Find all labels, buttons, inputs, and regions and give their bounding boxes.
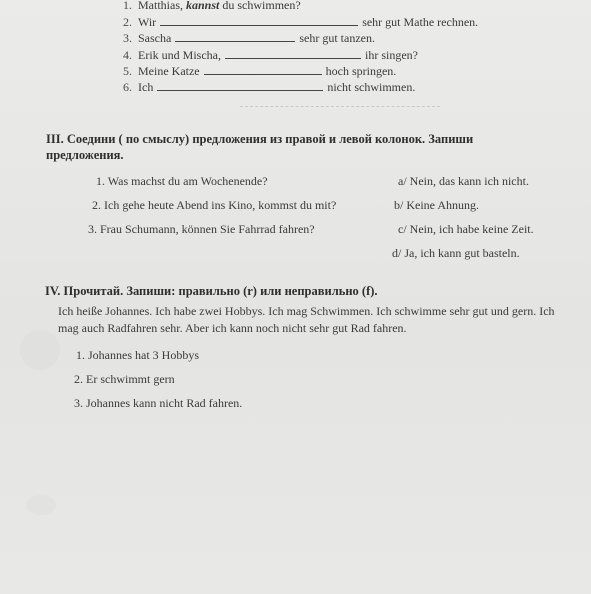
exercise-1-item — [112, 15, 478, 30]
right-answer: a/ Nein, das kann ich nicht. — [398, 174, 529, 188]
item-text: nicht schwimmen. — [327, 79, 416, 94]
exercise-4-heading: IV. Прочитай. Запиши: правильно (r) или неправильно (f). — [45, 284, 378, 298]
exercise-1-item — [112, 80, 478, 95]
item-text: sehr gut Mathe rechnen. — [362, 15, 479, 30]
item-text: du schwimmen? — [219, 0, 301, 12]
answer-blank[interactable] — [160, 15, 358, 26]
exercise-1-list — [112, 0, 479, 94]
statement-item: 1. Johannes hat 3 Hobbys — [76, 348, 199, 362]
item-text: Sascha — [138, 31, 172, 46]
item-text: sehr gut tanzen. — [299, 31, 375, 46]
item-text: Meine Katze — [138, 63, 200, 78]
answer-blank[interactable] — [204, 64, 322, 75]
left-sentence: 2. Ich gehe heute Abend ins Kino, kommst du mit? — [92, 198, 337, 212]
item-text: Erik und Mischa, — [138, 47, 221, 62]
item-text: ihr singen? — [365, 47, 418, 62]
item-number: 4. — [123, 47, 132, 62]
item-emphasis: kannst — [186, 0, 220, 12]
left-sentence: 3. Frau Schumann, können Sie Fahrrad fahren? — [88, 222, 315, 236]
exercise-3-left-column — [88, 169, 337, 241]
exercise-3-right-column — [392, 169, 534, 265]
left-sentence: 1. Was machst du am Wochenende? — [96, 174, 268, 188]
item-text: Wir — [138, 15, 157, 30]
item-text: Ich — [138, 79, 154, 94]
exercise-1-item — [112, 31, 478, 46]
statement-item: 3. Johannes kann nicht Rad fahren. — [74, 396, 243, 410]
exercise-1-item — [112, 48, 478, 63]
reading-text: Ich heiße Johannes. Ich habe zwei Hobbys. Ich mag Schwimmen. Ich schwimme sehr gut und gern. Ich mag auch Radfahren sehr. Aber ich kann noch nicht sehr gut Rad fahren. — [58, 304, 555, 335]
item-number: 1. — [123, 0, 132, 12]
right-answer: d/ Ja, ich kann gut basteln. — [392, 246, 520, 260]
exercise-4-statements — [74, 343, 242, 415]
exercise-3-heading: III. Соедини ( по смыслу) предложения из правой и левой колонок. Запиши предложения. — [46, 132, 474, 162]
right-answer: c/ Nein, ich habe keine Zeit. — [398, 222, 534, 236]
item-number: 5. — [123, 63, 132, 78]
answer-blank[interactable] — [225, 48, 361, 59]
answer-blank[interactable] — [175, 31, 295, 42]
paper-smudge — [20, 330, 60, 370]
exercise-1-item — [112, 0, 478, 13]
answer-blank[interactable] — [157, 80, 323, 91]
right-answer: b/ Keine Ahnung. — [394, 198, 479, 212]
item-number: 6. — [123, 79, 132, 94]
item-text: Matthias, — [138, 0, 186, 12]
paper-smudge — [26, 495, 56, 515]
item-text: hoch springen. — [325, 63, 397, 78]
item-number: 3. — [123, 31, 132, 46]
exercise-1-item — [112, 64, 478, 79]
faint-line — [240, 106, 440, 107]
item-number: 2. — [123, 15, 132, 30]
statement-item: 2. Er schwimmt gern — [74, 372, 175, 386]
